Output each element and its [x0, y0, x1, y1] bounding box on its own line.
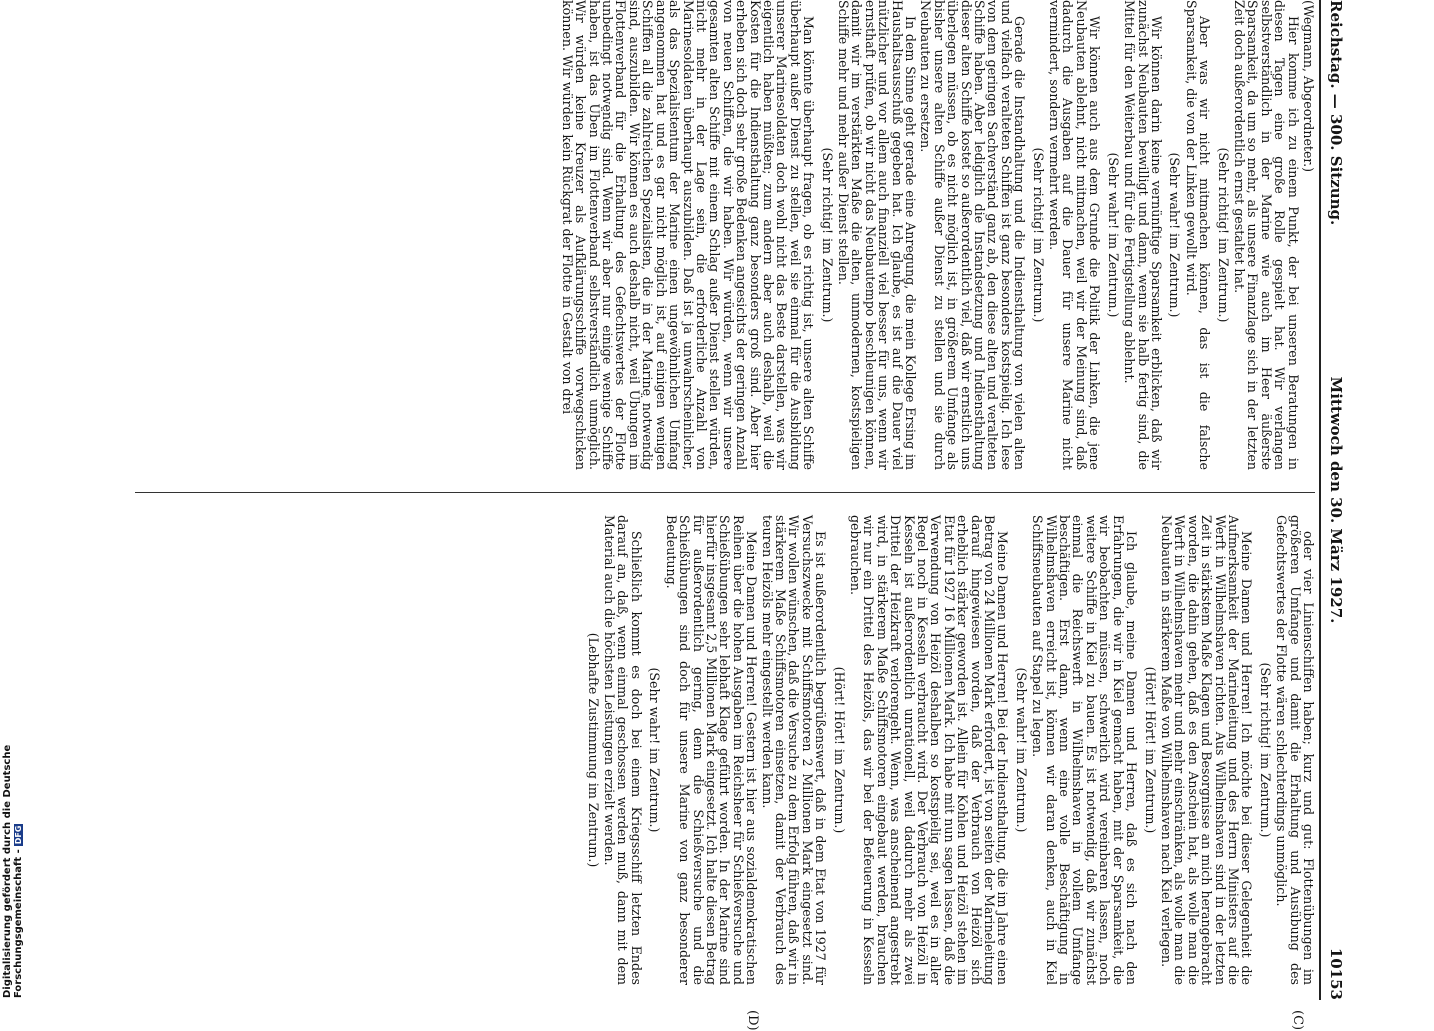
page-number: 10153 [1327, 947, 1345, 1000]
paragraph: Hier komme ich zu einem Punkt, der bei unseren Beratungen in diesen Tagen eine große Rolle gespielt hat. Wir verlangen selbstverständlich in der Marine wie auch im Heer äußerste Sparsamkeit, da um so mehr, als unsere Finanzlage sich in der letzten Zeit doch außerordentlich ernst gestaltet hat. [1231, 0, 1301, 470]
paragraph: Meine Damen und Herren! Bei der Indiensthaltung, die im Jahre einen Betrag von 24 Millionen Mark erfordert, ist von seiten der Marineleitung darauf hingewiesen worden, daß der Verbrauch von Heizöl sich erheblich stärker geworden ist. Allein für Kohlen und Heizöl stehen im Etat für 1927 16 Millionen Mark. Ich habe mit nun sagen lassen, daß die Verwendung von Heizöl deshalben so kostspielig sei, weil es in aller Regel noch in Kesseln verbraucht wird. Der Verbrauch von Heizöl in Kesseln ist außerordentlich unrationell, weil dadurch mehr als zwei Drittel der Heizkraft verlorengeht. Wenn, was anscheinend angestrebt wird, in stärkerem Maße Schiffsmotoren eingebaut werden, brauchen wir nur ein Drittel des Heizöls, das wir bei der Befeuerung in Kesseln gebrauchen. [848, 515, 1011, 985]
interjection: (Sehr wahr! im Zentrum.) [1167, 152, 1183, 318]
paragraph: Wir können auch aus dem Grunde die Politik der Linken, die jene Neubauten ablehnt, nicht mitmachen, weil wir der Meinung sind, daß dadurch die Ausgaben auf die Dauer für unsere Marine nicht vermindert, sondern vermehrt werden. [1047, 0, 1103, 470]
margin-mark-c: (C) [1290, 1010, 1305, 1031]
paragraph: In dem Sinne geht gerade eine Anregung, die mein Kollege Ersing im Haushaltsausschuß gegeben hat. Ich glaube, es ist auf die Dauer viel nützlicher und vor allem auch finanziell viel besser für uns, wenn wir ernsthaft prüfen, ob wir nicht das Neubautempo beschleunigen können, damit wir im verstärkten Maße die alten, unmodernen, kostspieligen Schiffe mehr und mehr außer Dienst stellen. [836, 0, 919, 470]
interjection: (Wegmann, Abgeordneter.) [1301, 0, 1316, 172]
margin-mark-d: (D) [745, 1010, 760, 1031]
interjection: (Sehr richtig! im Zentrum.) [819, 147, 835, 323]
paragraph: Wir können darin keine vernünftige Sparsamkeit erblicken, daß wir zunächst Neubauten bewilligt und dann, wenn sie halb fertig sind, die Mittel für den Weiterbau und für die Fertigstellung ablehnt. [1122, 0, 1164, 470]
interjection: (Sehr richtig! im Zentrum.) [1215, 147, 1231, 323]
paragraph: Aber was wir nicht mitmachen können, das ist die falsche Sparsamkeit, die von der Linken gewollt wird. [1183, 0, 1213, 470]
column-divider [135, 492, 1315, 493]
interjection: (Sehr wahr! im Zentrum.) [1013, 667, 1029, 833]
right-column [130, 515, 1315, 985]
interjection: (Hört! Hört! im Zentrum.) [1142, 666, 1158, 834]
header-left: Reichstag. — 300. Sitzung. [1327, 0, 1345, 226]
paragraph: oder vier Linienschiffen haben; kurz und gut: Flottenübungen im größeren Umfange und damit die Erhaltung und Ausübung des Gefechtswertes der Flotte wären schlechterdings unmöglich. [1274, 515, 1316, 985]
paragraph: Meine Damen und Herren! Gestern ist hier aus sozialdemokratischen Reihen über die hohen Ausgaben im Reichsheer für Schießversuche und Schießübungen sehr lebhaft Klage geführt worden. In der Marine sind hierfür insgesamt 2,5 Millionen Mark eingesetzt. Ich halte diesen Betrag für außerordentlich gering, denn die Schießversuche und die Schießübungen sind doch für unsere Marine von ganz besonderer Bedeutung. [663, 515, 760, 985]
interjection: (Sehr richtig! im Zentrum.) [1257, 662, 1273, 838]
paragraph: Ich glaube, meine Damen und Herren, daß es sich nach den Erfahrungen, die wir in Kiel gemacht haben, mit der Sparsamkeit, die wir beobachten müssen, schwerlich wird vereinbaren lassen, noch weitere Schiffe in Kiel zu bauen. Es ist notwendig, daß wir zunächst einmal die Reichswerft in Wilhelmshaven in vollem Umfange beschäftigen. Erst dann, wenn eine volle Beschäftigung in Wilhelmshaven erreicht ist, können wir daran denken, auch in Kiel Schiffsneubauten auf Stapel zu legen. [1030, 515, 1140, 985]
paragraph: Meine Damen und Herren! Ich möchte bei dieser Gelegenheit die Aufmerksamkeit der Marineleitung und des Herrn Ministers auf die Werft in Wilhelmshaven richten. Aus Wilhelmshaven sind in der letzten Zeit in stärkstem Maße Klagen und Besorgnisse an mich herangebracht worden, die dahin gehen, daß es den Anschein hat, als wolle man die Werft in Wilhelmshaven mehr und mehr einschränken, als wolle man die Neubauten in stärkerem Maße von Wilhelmshaven nach Kiel verlegen. [1158, 515, 1255, 985]
interjection: (Sehr richtig! im Zentrum.) [1030, 147, 1046, 323]
paragraph: Es ist außerordentlich begrüßenswert, daß in dem Etat von 1927 für Versuchszwecke mit Schiffsmotoren 2 Millionen Mark eingesetzt sind. Wir wollen wünschen, daß die Versuche zu dem Erfolg führen, daß wir in stärkerem Maße Schiffsmotoren einsetzen, damit der Verbrauch des teuren Heizöls mehr eingestellt werden kann. [759, 515, 829, 985]
paragraph: Schließlich kommt es doch bei einem Kriegsschiff letzten Endes darauf an, daß, wenn einmal geschossen werden muß, dann mit dem Material auch die höchsten Leistungen erzielt werden. [602, 515, 644, 985]
footer-text: Digitalisierung gefördert durch die Deutsche Forschungsgemeinschaft - [2, 744, 24, 998]
paragraph: Gerade die Instandhaltung und die Indiensthaltung von vielen alten und vielfach veralteten Schiffen ist ganz besonders kostspielig. Ich lese von dem geringen Sachverständ ganz ab, den diese alten und veralteten Schiffe haben. Aber lediglich die Instandsetzung und Indiensthaltung dieser alten Schiffe kostet so außerordentlich viel, daß wir ernstlich uns überlegen müssen, ob es nicht möglich ist, in größerem Umfange als bisher unsere alten Schiffe außer Dienst zu stellen und sie durch Neubauten zu ersetzen. [918, 0, 1028, 470]
interjection: (Lebhafte Zustimmung im Zentrum.) [585, 632, 601, 868]
header-rule [1319, 0, 1321, 1000]
rotated-page [115, 0, 1345, 1031]
left-column [130, 0, 1315, 470]
paragraph: Man könnte überhaupt fragen, ob es richtig ist, unsere alten Schiffe überhaupt außer Dienst zu stellen, weil sie einmal für die Ausbildung unserer Marinesoldaten doch wohl nicht das Beste darstellen, was wir eigentlich haben müßten; zum andern aber auch deshalb, weil die Kosten für die Indiensthaltung ganz besonders groß sind. Aber hier erheben sich doch sehr große Bedenken angesichts der geringen Anzahl von neuen Schiffen, die wir haben. Wir würden, wenn wir unsere gesamten alten Schiffe mit einem Schlag außer Dienst stellen würden, nicht mehr in der Lage sein, die erforderliche Anzahl von Marinesoldaten überhaupt auszubilden. Daß ist ja unwahrscheinlicher, als das Spezialistentum der Marine einen ungewöhnlichen Umfang angenommen hat und es gar nicht möglich ist, auf einigen wenigen Schiffen all die zahlreichen Spezialisten, die in der Marine notwendig sind, auszubilden. Wir können es auch deshalb nicht, weil Übungen im Flottenverband für die Erhaltung des Gefechtswertes der Flotte unbedingt notwendig sind. Wenn wir aber nur einige wenige Schiffe haben, ist das Üben im Flottenverband selbstverständlich unmöglich. Wir würden keine Kreuzer als Aufklärungsschiffe vorwegschicken können. Wir würden kein Rückgrat der Flotte in Gestalt von drei [559, 0, 817, 470]
interjection: (Sehr wahr! im Zentrum.) [647, 667, 663, 833]
page-header [1323, 0, 1345, 1000]
interjection: (Hört! Hört! im Zentrum.) [831, 666, 847, 834]
footer-credit [2, 608, 24, 998]
header-center: Mittwoch den 30. März 1927. [1327, 376, 1345, 624]
dfg-logo: DFG [14, 825, 23, 845]
interjection: (Sehr wahr! im Zentrum.) [1105, 152, 1121, 318]
